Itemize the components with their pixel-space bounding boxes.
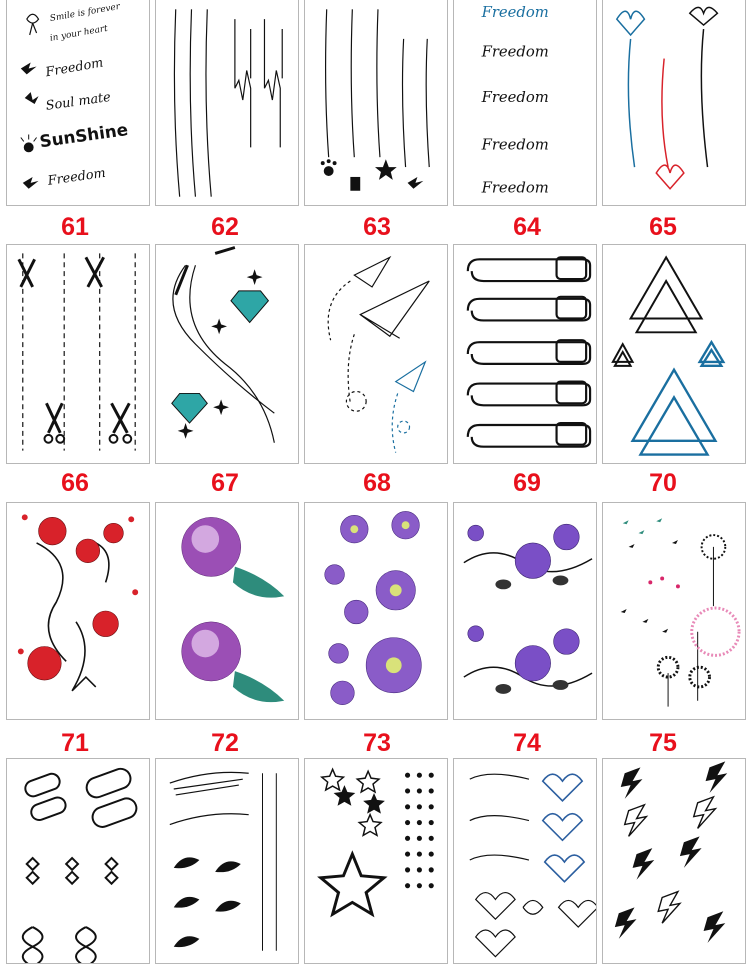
sticker-sheet-73[interactable] <box>304 502 448 720</box>
sheet-80-artwork <box>603 759 745 963</box>
svg-text:in your heart: in your heart <box>49 23 109 44</box>
freedom-text: Freedom <box>481 179 549 197</box>
freedom-text: Freedom <box>44 55 105 81</box>
lightning-icon <box>621 767 643 799</box>
sheet-number-66: 66 <box>61 469 89 497</box>
sheet-number-67: 67 <box>211 469 239 497</box>
sunshine-text: SunShine <box>38 119 130 152</box>
sticker-sheet-76[interactable] <box>6 758 150 964</box>
sheet-71-artwork <box>7 503 149 719</box>
soul-mate-text: Soul mate <box>44 89 112 114</box>
sticker-sheet-71[interactable] <box>6 502 150 720</box>
freedom-text: Freedom <box>46 165 107 189</box>
sticker-sheet-77[interactable] <box>155 758 299 964</box>
sheet-number-74: 74 <box>513 729 541 757</box>
sheet-number-68: 68 <box>363 469 391 497</box>
sheet-number-71: 71 <box>61 729 89 757</box>
sticker-sheet-75[interactable] <box>602 502 746 720</box>
sticker-sheet-70[interactable] <box>602 244 746 464</box>
sheet-number-70: 70 <box>649 469 677 497</box>
sheet-62-artwork <box>156 0 298 205</box>
sheet-68-artwork <box>305 245 447 463</box>
sheet-72-artwork <box>156 503 298 719</box>
freedom-text: Freedom <box>481 4 549 22</box>
freedom-text: Freedom <box>481 89 549 106</box>
sheet-number-63: 63 <box>363 213 391 241</box>
sticker-sheet-72[interactable] <box>155 502 299 720</box>
sheet-75-artwork <box>603 503 745 719</box>
sheet-69-artwork <box>454 245 596 463</box>
sheet-number-62: 62 <box>211 213 239 241</box>
sheet-number-65: 65 <box>649 213 677 241</box>
svg-text:Smile is forever: Smile is forever <box>49 1 121 25</box>
sticker-sheet-64[interactable] <box>453 0 597 206</box>
sheet-70-artwork <box>603 245 745 463</box>
sheet-79-artwork <box>454 759 596 963</box>
sheet-67-artwork <box>156 245 298 463</box>
sticker-sheet-78[interactable] <box>304 758 448 964</box>
sheet-63-artwork <box>305 0 447 205</box>
sticker-sheet-79[interactable] <box>453 758 597 964</box>
sheet-61-artwork <box>7 0 149 205</box>
sticker-sheet-62[interactable] <box>155 0 299 206</box>
sticker-sheet-66[interactable] <box>6 244 150 464</box>
sheet-77-artwork <box>156 759 298 963</box>
freedom-text: Freedom <box>481 43 549 61</box>
sticker-sheet-69[interactable] <box>453 244 597 464</box>
scissors-icon <box>19 257 129 433</box>
sheet-76-artwork <box>7 759 149 963</box>
sheet-78-artwork <box>305 759 447 963</box>
sheet-number-61: 61 <box>61 213 89 241</box>
safety-pin-icon <box>468 257 590 281</box>
sheet-73-artwork <box>305 503 447 719</box>
sheet-number-72: 72 <box>211 729 239 757</box>
sheet-64-artwork <box>454 0 596 205</box>
sheet-66-artwork <box>7 245 149 463</box>
sheet-65-artwork <box>603 0 745 205</box>
sheet-number-75: 75 <box>649 729 677 757</box>
sheet-74-artwork <box>454 503 596 719</box>
sticker-sheet-80[interactable] <box>602 758 746 964</box>
sticker-sheet-61[interactable] <box>6 0 150 206</box>
sticker-sheet-74[interactable] <box>453 502 597 720</box>
sticker-sheet-65[interactable] <box>602 0 746 206</box>
sheet-number-69: 69 <box>513 469 541 497</box>
sticker-sheet-68[interactable] <box>304 244 448 464</box>
sheet-number-64: 64 <box>513 213 541 241</box>
freedom-text: Freedom <box>481 136 549 154</box>
sheet-number-73: 73 <box>363 729 391 757</box>
sticker-sheet-63[interactable] <box>304 0 448 206</box>
sticker-sheet-67[interactable] <box>155 244 299 464</box>
